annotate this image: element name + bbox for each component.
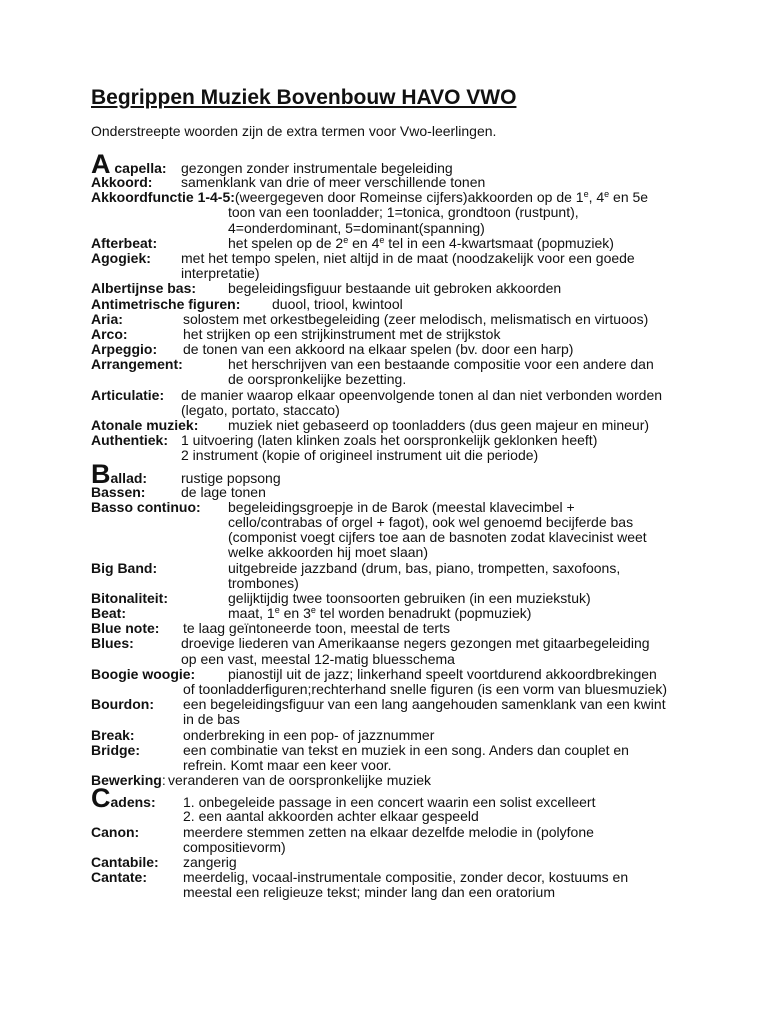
entry-first-line	[91, 591, 691, 606]
glossary-entry	[91, 251, 691, 281]
glossary-entry	[91, 388, 691, 418]
entry-definition: muziek niet gebaseerd op toonladders (dus geen majeur en mineur)	[228, 417, 650, 433]
entry-definition: op een vast, meestal 12-matig bluesschema	[181, 650, 455, 667]
entry-term: Canon:	[91, 823, 140, 840]
drop-cap-letter: B	[91, 458, 111, 489]
entry-continuation-line	[91, 682, 691, 697]
entry-definition: of toonladderfiguren;rechterhand snelle figuren (is een vorm van bluesmuziek)	[183, 681, 668, 697]
entry-term: Bitonaliteit:	[91, 589, 168, 606]
entry-term: adens:	[110, 794, 156, 811]
entry-definition: refrein. Komt maar een keer voor.	[183, 756, 392, 773]
glossary-entry	[91, 667, 691, 697]
glossary-entry	[91, 190, 691, 236]
entry-term: Articulatie:	[91, 386, 165, 403]
entry-term: Atonale muziek:	[91, 417, 199, 433]
entry-definition: (componist voegt cijfers toe aan de basnoten zodat klavecinist weet	[228, 529, 647, 546]
entry-definition: cello/contrabas of orgel + fagot), ook wel genoemd becijferde bas	[228, 513, 634, 530]
entry-first-line	[91, 728, 691, 743]
entry-definition: droevige liederen van Amerikaanse negers gezongen met gitaarbegeleiding	[181, 635, 650, 652]
entry-first-line	[91, 870, 691, 885]
entry-term: Bridge:	[91, 741, 140, 758]
glossary-entry	[91, 458, 691, 489]
glossary-entry	[91, 500, 691, 561]
glossary-entry	[91, 561, 691, 591]
entry-term: Arrangement:	[91, 356, 183, 373]
entry-term: capella:	[110, 160, 167, 176]
entry-first-line	[91, 561, 691, 576]
glossary-entry	[91, 485, 691, 500]
entry-first-line	[91, 312, 691, 327]
glossary-entry	[91, 236, 691, 251]
entry-definition: 1. onbegeleide passage in een concert waarin een solist excelleert	[183, 794, 596, 811]
entry-continuation-line	[91, 712, 691, 727]
entry-definition: een combinatie van tekst en muziek in een song. Anders dan couplet en	[183, 741, 629, 758]
entry-term: Bourdon:	[91, 696, 154, 713]
glossary-entry	[91, 697, 691, 727]
entry-term: Boogie woogie:	[91, 665, 196, 682]
entry-definition: meestal een religieuze tekst; minder lang dan een oratorium	[183, 884, 555, 901]
entry-definition: uitgebreide jazzband (drum, bas, piano, trompetten, saxofoons,	[228, 559, 621, 576]
entry-definition: (weergegeven door Romeinse cijfers)akkoorden op de 1e, 4e en 5e	[234, 189, 649, 206]
entry-term: Blue note:	[91, 620, 160, 637]
glossary-entry	[91, 606, 691, 621]
entry-definition: meerdere stemmen zetten na elkaar dezelfde melodie in (polyfone	[183, 823, 594, 840]
entry-first-line	[91, 697, 691, 712]
entry-first-line	[91, 190, 691, 205]
entry-definition: 2. een aantal akkoorden achter elkaar gespeeld	[183, 808, 479, 825]
entry-continuation-line	[91, 266, 691, 281]
entry-first-line	[91, 621, 691, 636]
glossary-entry	[91, 433, 691, 463]
entry-continuation-line	[91, 403, 691, 418]
entry-definition: duool, triool, kwintool	[272, 295, 403, 312]
entry-first-line	[91, 175, 691, 190]
entry-term: Aria:	[91, 310, 123, 327]
entry-definition: te laag geïntoneerde toon, meestal de terts	[183, 620, 450, 637]
entry-first-line	[91, 773, 691, 788]
entry-first-line	[91, 251, 691, 266]
glossary-entry	[91, 855, 691, 870]
entry-continuation-line	[91, 515, 691, 530]
entry-definition: compositievorm)	[183, 838, 286, 855]
entry-first-line	[91, 485, 691, 500]
entry-first-line	[91, 236, 691, 251]
glossary-entry	[91, 825, 691, 855]
entry-first-line	[91, 855, 691, 870]
entry-first-line	[91, 357, 691, 372]
glossary-entry	[91, 591, 691, 606]
entry-first-line	[91, 458, 691, 489]
entry-continuation-line	[91, 576, 691, 591]
drop-cap-letter: C	[91, 783, 111, 814]
entry-definition: gelijktijdig twee toonsoorten gebruiken (in een muziekstuk)	[228, 589, 591, 606]
entry-term: Cantabile:	[91, 853, 159, 870]
entry-term: Blues:	[91, 635, 134, 652]
entry-definition: begeleidingsfiguur bestaande uit gebroken akkoorden	[228, 280, 562, 297]
entry-definition: begeleidingsgroepje in de Barok (meestal klavecimbel +	[228, 498, 575, 515]
entry-continuation-line	[91, 545, 691, 560]
entry-definition: 4=onderdominant, 5=dominant(spanning)	[228, 219, 485, 236]
entry-term: Antimetrische figuren:	[91, 295, 241, 312]
entry-term: Akkoord:	[91, 174, 153, 190]
entry-continuation-line	[91, 448, 691, 463]
glossary-entry	[91, 636, 691, 666]
entry-term: Arco:	[91, 325, 128, 342]
entry-continuation-line	[91, 652, 691, 667]
entry-first-line	[91, 825, 691, 840]
entry-first-line	[91, 418, 691, 433]
entry-continuation-line	[91, 809, 691, 824]
glossary-list	[91, 149, 691, 901]
entry-first-line	[91, 281, 691, 296]
entry-first-line	[91, 783, 691, 814]
glossary-entry	[91, 357, 691, 387]
entry-definition: (legato, portato, staccato)	[181, 401, 340, 418]
entry-definition: het spelen op de 2e en 4e tel in een 4-kwartsmaat (popmuziek)	[228, 234, 614, 251]
entry-definition: de oorspronkelijke bezetting.	[228, 371, 407, 388]
entry-first-line	[91, 667, 691, 682]
entry-term: Akkoordfunctie 1-4-5:	[91, 189, 235, 206]
entry-definition: onderbreking in een pop- of jazznummer	[183, 726, 435, 743]
entry-definition: solostem met orkestbegeleiding (zeer melodisch, melismatisch en virtuoos)	[183, 310, 649, 327]
entry-definition: maat, 1e en 3e tel worden benadrukt (popmuziek)	[228, 605, 532, 622]
entry-first-line	[91, 433, 691, 448]
entry-first-line	[91, 743, 691, 758]
entry-term: Albertijnse bas:	[91, 280, 197, 297]
entry-continuation-line	[91, 840, 691, 855]
glossary-entry	[91, 621, 691, 636]
entry-first-line	[91, 388, 691, 403]
entry-definition: interpretatie)	[181, 265, 260, 282]
entry-term: Break:	[91, 726, 135, 743]
page-subtitle: Onderstreepte woorden zijn de extra termen voor Vwo-leerlingen.	[91, 123, 497, 139]
glossary-entry	[91, 870, 691, 900]
entry-continuation-line	[91, 758, 691, 773]
entry-first-line	[91, 636, 691, 651]
entry-definition: trombones)	[228, 574, 299, 591]
entry-term: Afterbeat:	[91, 234, 158, 251]
entry-term: Big Band:	[91, 559, 158, 576]
entry-definition: pianostijl uit de jazz; linkerhand speelt voortdurend akkoordbrekingen	[228, 665, 657, 682]
drop-cap-letter: A	[91, 149, 111, 179]
entry-definition: 2 instrument (kopie of origineel instrument uit die periode)	[181, 447, 539, 464]
entry-definition: een begeleidingsfiguur van een lang aangehouden samenklank van een kwint	[183, 696, 666, 713]
entry-definition: rustige popsong	[181, 469, 281, 486]
glossary-entry	[91, 783, 691, 825]
glossary-entry	[91, 342, 691, 357]
entry-term: Authentiek:	[91, 432, 168, 449]
entry-definition: welke akkoorden hij moet slaan)	[228, 544, 428, 561]
glossary-entry	[91, 281, 691, 296]
entry-term: Cantate:	[91, 869, 148, 886]
entry-first-line	[91, 149, 691, 179]
entry-term: allad:	[110, 469, 148, 486]
entry-definition: samenklank van drie of meer verschillende tonen	[181, 174, 486, 190]
entry-definition: het herschrijven van een bestaande compositie voor een andere dan	[228, 356, 654, 373]
entry-definition: veranderen van de oorspronkelijke muziek	[168, 772, 432, 789]
entry-first-line	[91, 327, 691, 342]
entry-term: Bassen:	[91, 483, 146, 500]
entry-continuation-line	[91, 885, 691, 900]
entry-first-line	[91, 342, 691, 357]
entry-term: Arpeggio:	[91, 341, 158, 358]
entry-definition: 1 uitvoering (laten klinken zoals het oorspronkelijk geklonken heeft)	[181, 432, 598, 449]
glossary-entry	[91, 728, 691, 743]
entry-continuation-line	[91, 372, 691, 387]
glossary-entry	[91, 149, 691, 179]
glossary-entry	[91, 297, 691, 312]
glossary-entry	[91, 312, 691, 327]
entry-definition: met het tempo spelen, niet altijd in de maat (noodzakelijk voor een goede	[181, 249, 635, 266]
entry-continuation-line	[91, 221, 691, 236]
entry-continuation-line	[91, 530, 691, 545]
entry-definition: in de bas	[183, 711, 240, 728]
entry-term: Bewerking	[91, 772, 162, 789]
entry-term: Basso continuo:	[91, 498, 201, 515]
entry-definition: de manier waarop elkaar opeenvolgende tonen al dan niet verbonden worden	[181, 386, 663, 403]
entry-definition: gezongen zonder instrumentale begeleiding	[181, 160, 453, 176]
entry-first-line	[91, 500, 691, 515]
glossary-entry	[91, 175, 691, 190]
entry-definition: meerdelig, vocaal-instrumentale compositie, zonder decor, kostuums en	[183, 869, 629, 886]
entry-definition: zangerig	[183, 853, 237, 870]
glossary-entry	[91, 773, 691, 788]
entry-term-suffix: :	[161, 772, 166, 789]
glossary-entry	[91, 743, 691, 773]
entry-definition: het strijken op een strijkinstrument met de strijkstok	[183, 325, 501, 342]
entry-continuation-line	[91, 205, 691, 220]
entry-term: Agogiek:	[91, 249, 151, 266]
page-title: Begrippen Muziek Bovenbouw HAVO VWO	[91, 86, 517, 109]
entry-definition: de tonen van een akkoord na elkaar spelen (bv. door een harp)	[183, 341, 574, 358]
glossary-entry	[91, 418, 691, 433]
entry-term: Beat:	[91, 605, 127, 622]
entry-definition: toon van een toonladder; 1=tonica, grondtoon (rustpunt),	[228, 204, 579, 221]
entry-first-line	[91, 606, 691, 621]
entry-first-line	[91, 297, 691, 312]
entry-definition: de lage tonen	[181, 483, 266, 500]
glossary-entry	[91, 327, 691, 342]
